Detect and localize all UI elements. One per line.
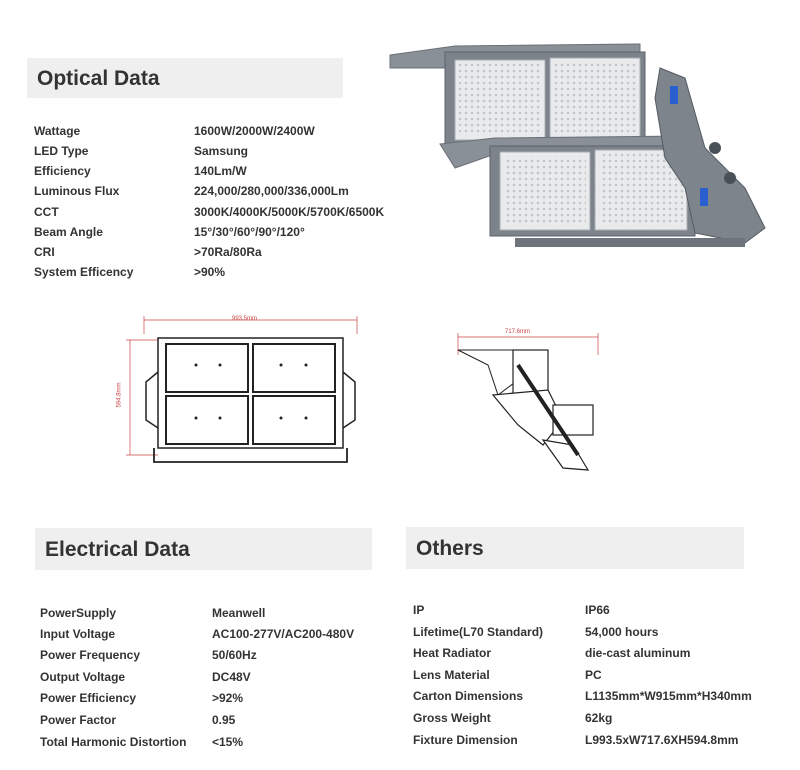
row-value: DC48V (212, 670, 251, 684)
row-value: 54,000 hours (585, 625, 659, 639)
row-value: IP66 (585, 603, 610, 617)
row-label: Gross Weight (413, 711, 491, 725)
row-value: 140Lm/W (194, 164, 247, 178)
row-label: Output Voltage (40, 670, 126, 684)
row-value: L993.5xW717.6XH594.8mm (585, 733, 739, 747)
front-height-dimension: 594.8mm (116, 382, 123, 408)
row-value: 62kg (585, 711, 613, 725)
row-label: Efficiency (34, 164, 91, 178)
row-label: Lifetime(L70 Standard) (413, 625, 544, 639)
row-value: 0.95 (212, 713, 236, 727)
row-value: 50/60Hz (212, 648, 257, 662)
row-label: Power Factor (40, 713, 117, 727)
row-label: Input Voltage (40, 627, 116, 641)
row-label: Power Frequency (40, 648, 141, 662)
row-label: Fixture Dimension (413, 733, 518, 747)
front-dimension-drawing (118, 310, 368, 475)
row-label: CRI (34, 245, 55, 259)
row-value: 1600W/2000W/2400W (194, 124, 315, 138)
row-value: die-cast aluminum (585, 646, 691, 660)
row-label: Luminous Flux (34, 184, 120, 198)
row-label: Total Harmonic Distortion (40, 735, 187, 749)
row-label: IP (413, 603, 425, 617)
row-value: >92% (212, 691, 244, 705)
row-label: LED Type (34, 144, 89, 158)
row-value: 3000K/4000K/5000K/5700K/6500K (194, 205, 385, 219)
row-value: L1135mm*W915mm*H340mm (585, 689, 752, 703)
row-label: System Efficency (34, 265, 134, 279)
row-label: Carton Dimensions (413, 689, 524, 703)
electrical-data-header (35, 528, 372, 570)
optical-data-header (27, 58, 343, 98)
others-title: Others (416, 537, 484, 560)
floodlight-product-image (385, 38, 785, 253)
row-value: 224,000/280,000/336,000Lm (194, 184, 349, 198)
electrical-data-title: Electrical Data (45, 538, 190, 561)
row-value: PC (585, 668, 602, 682)
row-value: 15°/30°/60°/90°/120° (194, 225, 305, 239)
side-dimension-drawing (448, 325, 608, 475)
row-value: >90% (194, 265, 226, 279)
row-value: Meanwell (212, 606, 266, 620)
row-value: >70Ra/80Ra (194, 245, 262, 259)
side-width-dimension: 717.6mm (505, 329, 531, 335)
row-label: Power Efficiency (40, 691, 137, 705)
row-value: <15% (212, 735, 244, 749)
row-label: CCT (34, 205, 59, 219)
row-value: Samsung (194, 144, 249, 158)
row-value: AC100-277V/AC200-480V (212, 627, 355, 641)
row-label: Heat Radiator (413, 646, 492, 660)
optical-data-title: Optical Data (37, 67, 160, 90)
front-width-dimension: 993.5mm (232, 316, 258, 322)
row-label: Beam Angle (34, 225, 103, 239)
row-label: Wattage (34, 124, 81, 138)
row-label: Lens Material (413, 668, 490, 682)
row-label: PowerSupply (40, 606, 117, 620)
others-header (406, 527, 744, 569)
